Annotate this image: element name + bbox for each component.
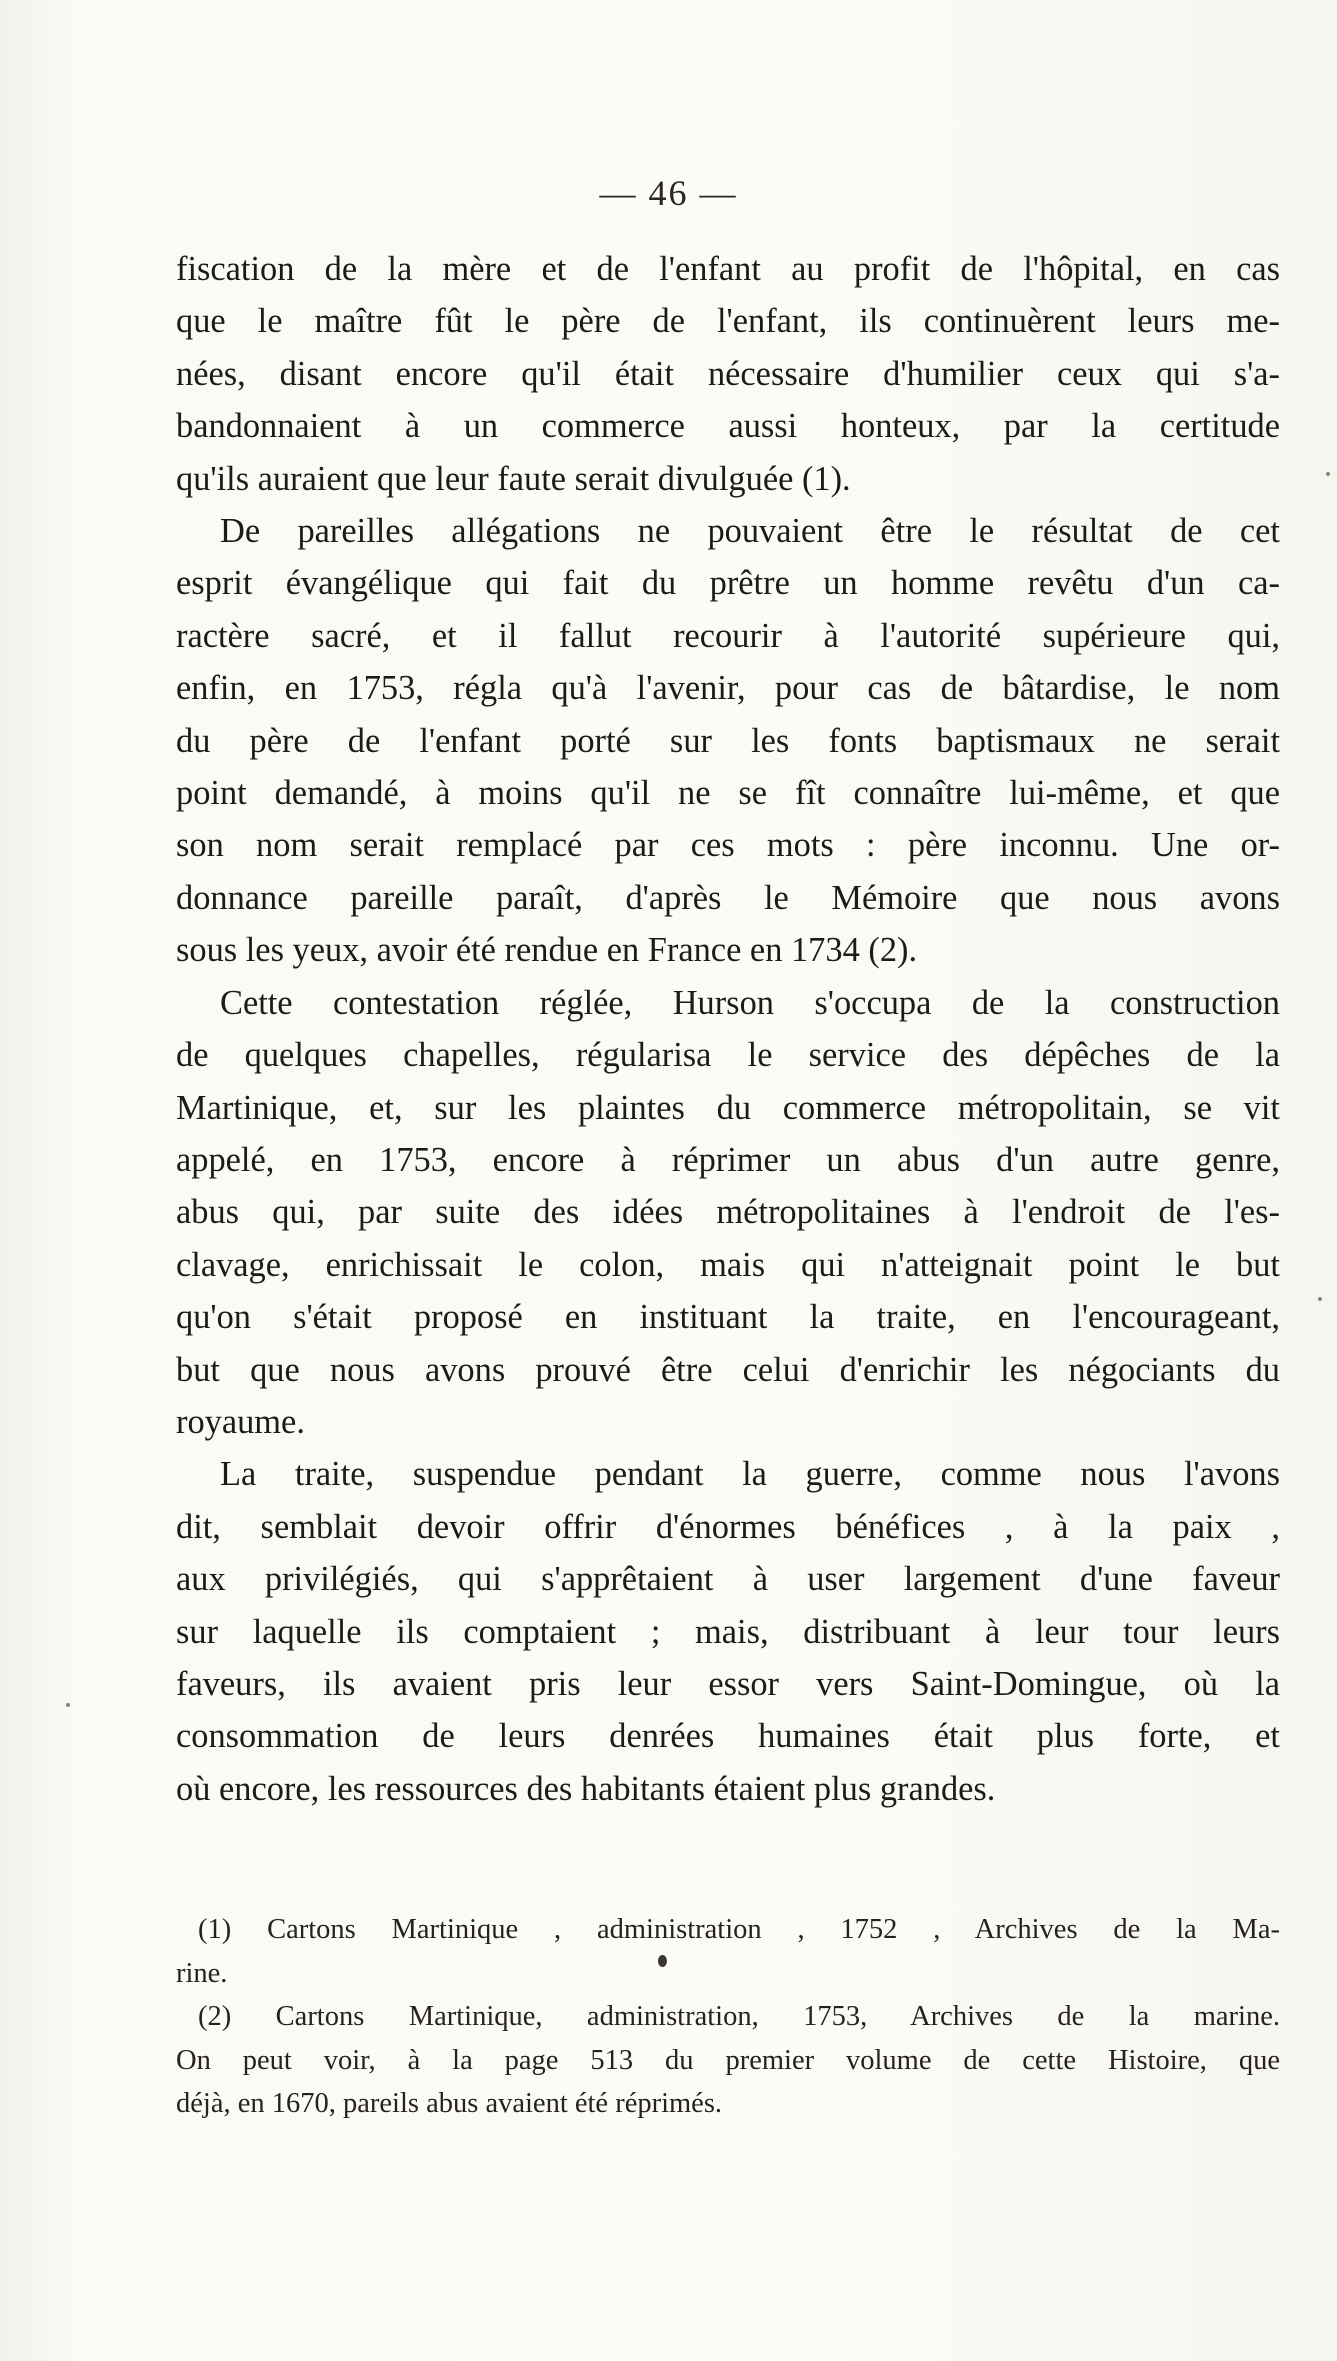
text-line: enfin, en 1753, régla qu'à l'avenir, pour cas de bâtardise, le nom: [176, 669, 1280, 708]
text-line: appelé, en 1753, encore à réprimer un abus d'un autre genre,: [176, 1140, 1280, 1179]
text-line: but que nous avons prouvé être celui d'enrichir les négociants du: [176, 1350, 1280, 1389]
text-line: du père de l'enfant porté sur les fonts baptismaux ne serait: [176, 721, 1280, 760]
text-line: De pareilles allégations ne pouvaient être le résultat de cet: [220, 512, 1280, 551]
text-line: qu'ils auraient que leur faute serait divulguée (1).: [176, 459, 851, 498]
text-line: faveurs, ils avaient pris leur essor vers Saint-Domingue, où la: [176, 1664, 1280, 1703]
text-line: esprit évangélique qui fait du prêtre un homme revêtu d'un ca-: [176, 564, 1280, 603]
text-line: consommation de leurs denrées humaines était plus forte, et: [176, 1717, 1280, 1756]
text-line: abus qui, par suite des idées métropolitaines à l'endroit de l'es-: [176, 1193, 1280, 1232]
text-line: Martinique, et, sur les plaintes du commerce métropolitain, se vit: [176, 1088, 1280, 1127]
text-line: de quelques chapelles, régularisa le service des dépêches de la: [176, 1036, 1280, 1075]
footnote-line: (2) Cartons Martinique, administration, 1753, Archives de la marine.: [198, 2001, 1280, 2033]
footnote-line: déjà, en 1670, pareils abus avaient été réprimés.: [176, 2088, 723, 2120]
text-line: fiscation de la mère et de l'enfant au profit de l'hôpital, en cas: [176, 250, 1280, 288]
text-line: que le maître fût le père de l'enfant, ils continuèrent leurs me-: [176, 302, 1280, 341]
text-line: qu'on s'était proposé en instituant la traite, en l'encourageant,: [176, 1298, 1280, 1337]
text-line: où encore, les ressources des habitants étaient plus grandes.: [176, 1769, 996, 1808]
text-line: royaume.: [176, 1402, 305, 1441]
text-line: La traite, suspendue pendant la guerre, comme nous l'avons: [220, 1455, 1280, 1494]
text-line: dit, semblait devoir offrir d'énormes bénéfices , à la paix ,: [176, 1507, 1280, 1546]
ink-blot: [658, 1955, 667, 1967]
ink-speck: [66, 1703, 70, 1707]
page-number: — 46 —: [599, 173, 738, 213]
text-line: point demandé, à moins qu'il ne se fît connaître lui-même, et que: [176, 774, 1280, 813]
footnote-line: rine.: [176, 1957, 228, 1989]
text-line: ractère sacré, et il fallut recourir à l'autorité supérieure qui,: [176, 616, 1280, 655]
footnote-line: On peut voir, à la page 513 du premier volume de cette Histoire, que: [176, 2044, 1280, 2076]
body-text: [176, 243, 1280, 1815]
footnotes: [176, 1908, 1280, 2126]
footnote-line: (1) Cartons Martinique , administration , 1752 , Archives de la Ma-: [198, 1914, 1280, 1945]
text-line: donnance pareille paraît, d'après le Mémoire que nous avons: [176, 878, 1280, 917]
ink-speck: [1318, 1297, 1322, 1301]
text-line: bandonnaient à un commerce aussi honteux, par la certitude: [176, 407, 1280, 446]
text-line: son nom serait remplacé par ces mots : père inconnu. Une or-: [176, 826, 1280, 865]
text-line: clavage, enrichissait le colon, mais qui n'atteignait point le but: [176, 1245, 1280, 1284]
text-line: Cette contestation réglée, Hurson s'occupa de la construction: [220, 983, 1280, 1022]
text-line: nées, disant encore qu'il était nécessaire d'humilier ceux qui s'a-: [176, 354, 1280, 393]
ink-speck: [1326, 472, 1330, 476]
text-line: sur laquelle ils comptaient ; mais, distribuant à leur tour leurs: [176, 1612, 1280, 1651]
text-line: aux privilégiés, qui s'apprêtaient à user largement d'une faveur: [176, 1560, 1280, 1599]
text-line: sous les yeux, avoir été rendue en France en 1734 (2).: [176, 931, 918, 970]
